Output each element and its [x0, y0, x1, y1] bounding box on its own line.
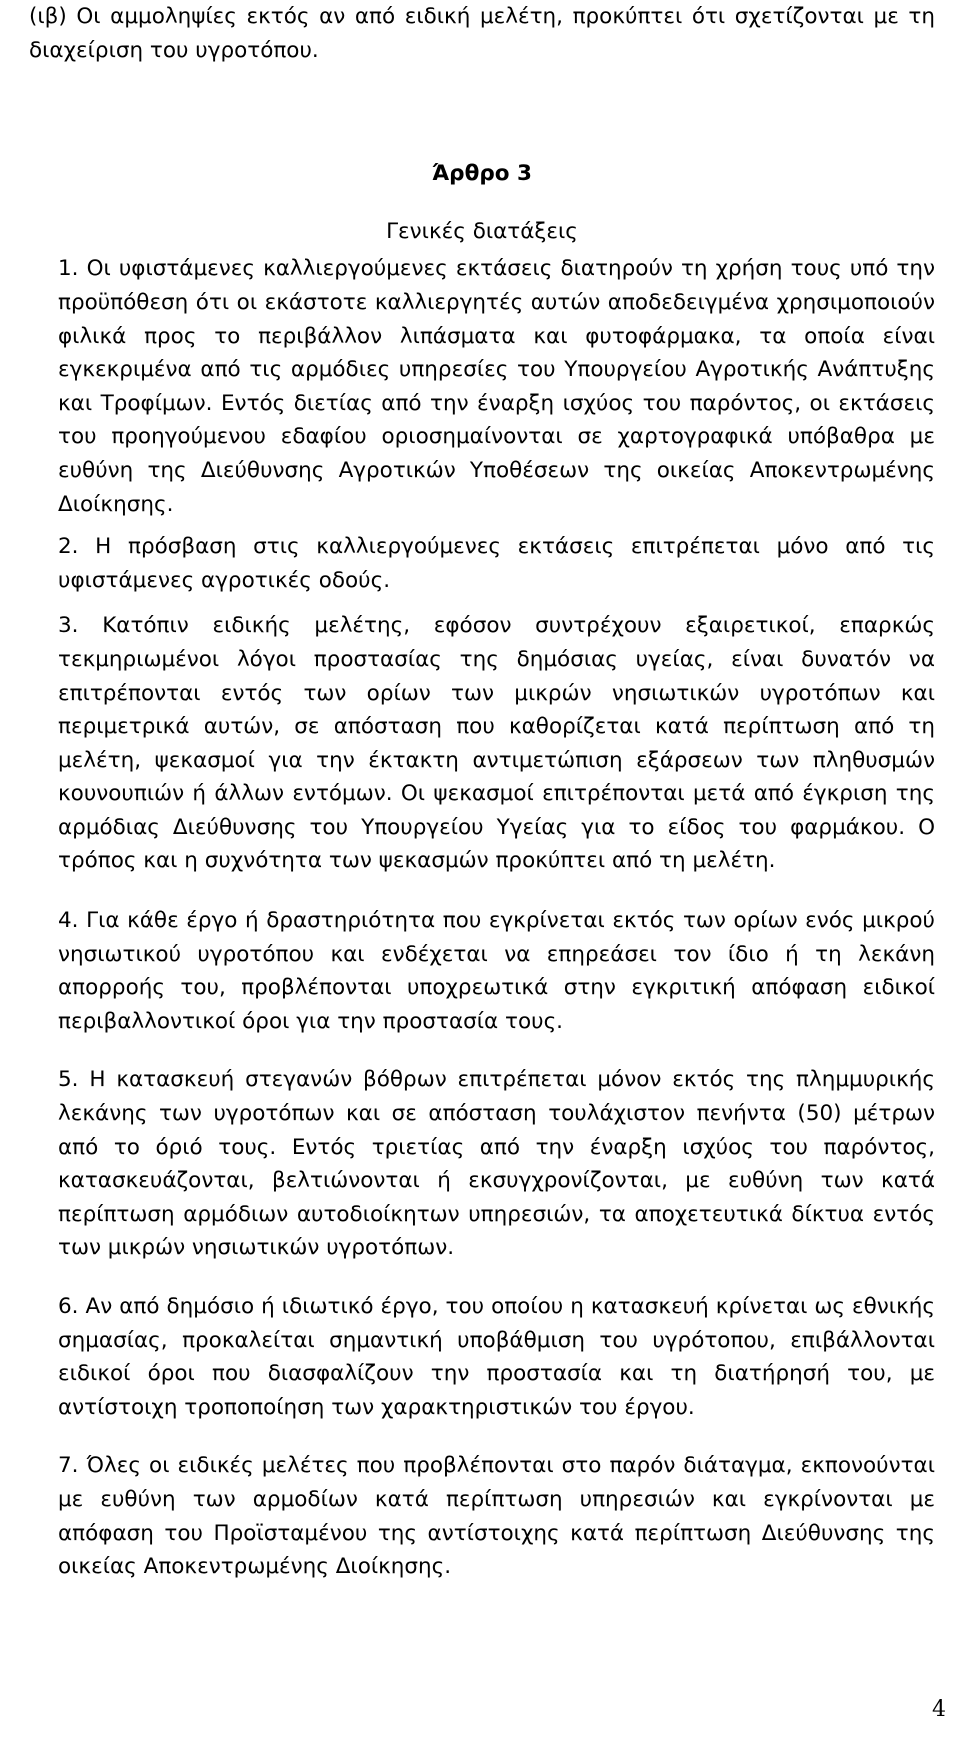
paragraph-3: 3. Κατόπιν ειδικής μελέτης, εφόσον συντρέχουν εξαιρετικοί, επαρκώς τεκμηριωμένοι λόγοι προστασίας της δημόσιας υγείας, είναι δυνατόν να επιτρέπονται εντός των ορίων των μικρών νησιωτικών υγροτόπων και περιμετρικά αυτών, σε απόσταση που καθορίζεται κατά περίπτωση από τη μελέτη, ψεκασμοί για την έκτακτη αντιμετώπιση εξάρσεων των πληθυσμών κουνουπιών ή άλλων εντόμων. Οι ψεκασμοί επιτρέπονται μετά από έγκριση της αρμόδιας Διεύθυνσης του Υπουργείου Υγείας για το είδος του φαρμάκου. Ο τρόπος και η συχνότητα των ψεκασμών προκύπτει από τη μελέτη.	[58, 613, 935, 874]
intro-paragraph: (ιβ) Οι αμμοληψίες εκτός αν από ειδική μελέτη, προκύπτει ότι σχετίζονται με τη διαχείριση του υγροτόπου.	[29, 4, 935, 63]
page-number: 4	[932, 1697, 946, 1722]
paragraph-7: 7. Όλες οι ειδικές μελέτες που προβλέπονται στο παρόν διάταγμα, εκπονούνται με ευθύνη των αρμοδίων κατά περίπτωση υπηρεσιών και εγκρίνονται με απόφαση του Προϊσταμένου της αντίστοιχης κατά περίπτωση Διεύθυνσης της οικείας Αποκεντρωμένης Διοίκησης.	[58, 1453, 935, 1580]
document-page	[29, 0, 935, 1584]
paragraph-5: 5. Η κατασκευή στεγανών βόθρων επιτρέπεται μόνον εκτός της πλημμυρικής λεκάνης των υγροτόπων και σε απόσταση τουλάχιστον πενήντα (50) μέτρων από το όριό τους. Εντός τριετίας από την έναρξη ισχύος του παρόντος, κατασκευάζονται, βελτιώνονται ή εκσυγχρονίζονται, με ευθύνη των κατά περίπτωση αρμόδιων αυτοδιοίκητων υπηρεσιών, τα αποχετευτικά δίκτυα εντός των μικρών νησιωτικών υγροτόπων.	[58, 1067, 935, 1261]
article-title: Άρθρο 3	[432, 161, 532, 187]
article-subtitle: Γενικές διατάξεις	[386, 218, 578, 244]
paragraph-2: 2. Η πρόσβαση στις καλλιεργούμενες εκτάσεις επιτρέπεται μόνο από τις υφιστάμενες αγροτικές οδούς.	[58, 534, 935, 593]
paragraph-4: 4. Για κάθε έργο ή δραστηριότητα που εγκρίνεται εκτός των ορίων ενός μικρού νησιωτικού υγροτόπου και ενδέχεται να επηρεάσει τον ίδιο ή τη λεκάνη απορροής του, προβλέπονται υποχρεωτικά στην εγκριτική απόφαση ειδικοί περιβαλλοντικοί όροι για την προστασία τους.	[58, 908, 935, 1034]
paragraph-1: 1. Οι υφιστάμενες καλλιεργούμενες εκτάσεις διατηρούν τη χρήση τους υπό την προϋπόθεση ότι οι εκάστοτε καλλιεργητές αυτών αποδεδειγμένα χρησιμοποιούν φιλικά προς το περιβάλλον λιπάσματα και φυτοφάρμακα, τα οποία είναι εγκεκριμένα από τις αρμόδιες υπηρεσίες του Υπουργείου Αγροτικής Ανάπτυξης και Τροφίμων. Εντός διετίας από την έναρξη ισχύος του παρόντος, οι εκτάσεις του προηγούμενου εδαφίου οριοσημαίνονται σε χαρτογραφικά υπόβαθρα με ευθύνη της Διεύθυνσης Αγροτικών Υποθέσεων της οικείας Αποκεντρωμένης Διοίκησης.	[58, 256, 935, 517]
paragraph-6: 6. Αν από δημόσιο ή ιδιωτικό έργο, του οποίου η κατασκευή κρίνεται ως εθνικής σημασίας, προκαλείται σημαντική υποβάθμιση του υγρότοπου, επιβάλλονται ειδικοί όροι που διασφαλίζουν την προστασία και τη διατήρησή του, με αντίστοιχη τροποποίηση των χαρακτηριστικών του έργου.	[58, 1294, 935, 1420]
